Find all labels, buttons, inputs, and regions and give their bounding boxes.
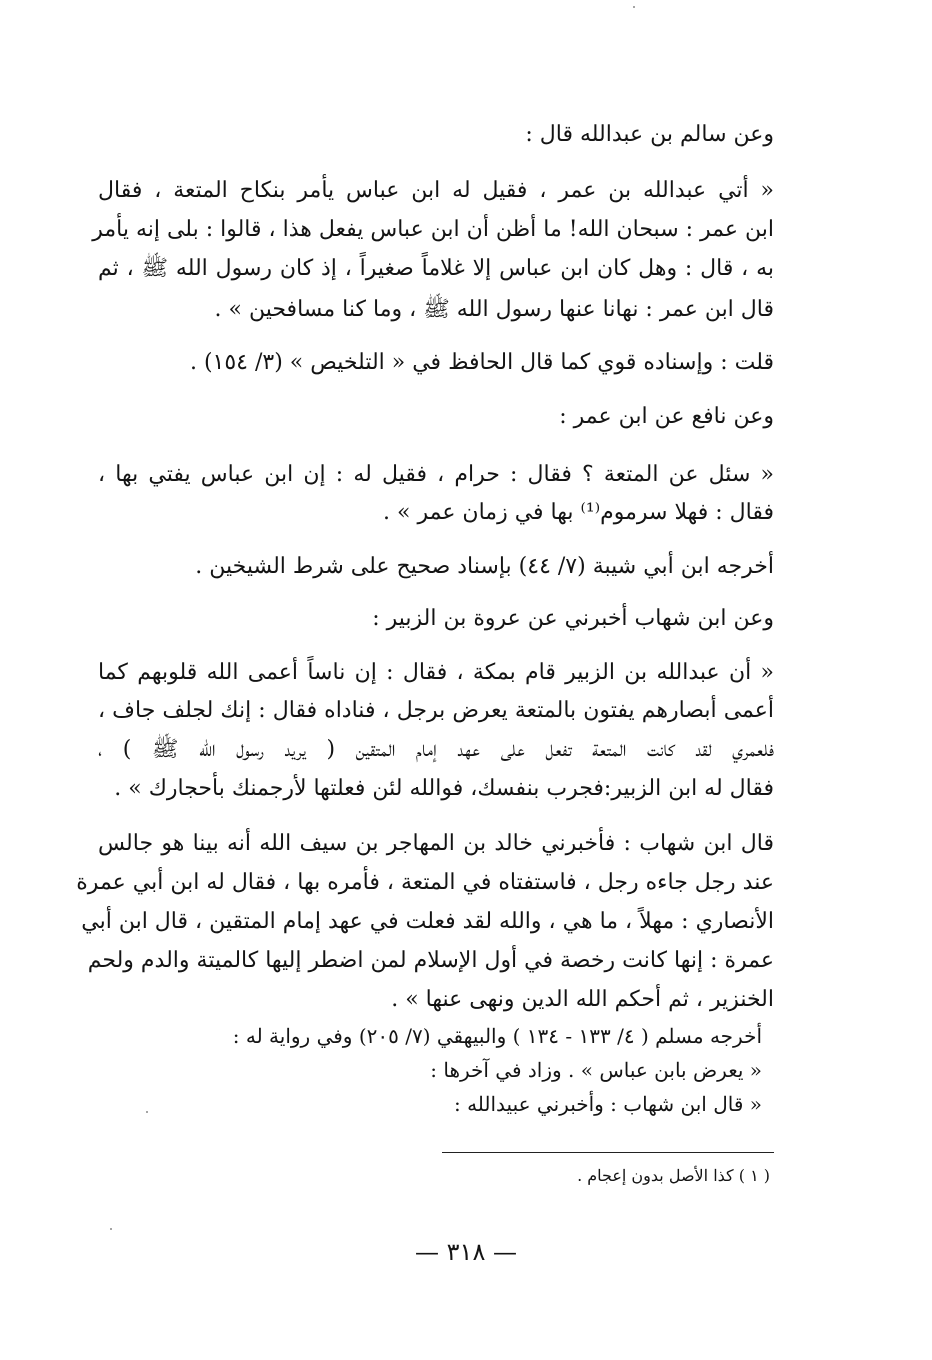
text-line: « أتي عبدالله بن عمر ، فقيل له ابن عباس يأمر بنكاح المتعة ، فقال — [98, 178, 774, 203]
text-line: ابن عمر : سبحان الله! ما أظن أن ابن عباس يفعل هذا ، قالوا : بلى إنه يأمر — [92, 217, 774, 242]
scan-speck — [146, 1111, 148, 1113]
text-line: قال ابن عمر : نهانا عنها رسول الله ﷺ ، وما كنا مسافحين » . — [214, 297, 774, 322]
text-line: « أن عبدالله بن الزبير قام بمكة ، فقال : إن ناساً أعمى الله قلوبهم كما — [98, 660, 774, 685]
text-line: « سئل عن المتعة ؟ فقال : حرام ، فقيل له : إن ابن عباس يفتي بها ، — [98, 462, 774, 487]
text-line: وعن ابن شهاب أخبرني عن عروة بن الزبير : — [372, 606, 774, 631]
text-line: وعن سالم بن عبدالله قال : — [525, 122, 774, 147]
scan-speck — [633, 6, 635, 8]
text-line: أخرجه ابن أبي شيبة (٧/ ٤٤) بإسناد صحيح على شرط الشيخين . — [195, 554, 774, 579]
text-line: وعن نافع عن ابن عمر : — [559, 404, 774, 429]
text-line: « يعرض بابن عباس » . وزاد في آخرها : — [430, 1058, 762, 1082]
text-line: فقال له ابن الزبير:فجرب بنفسك، فوالله لئن فعلتها لأرجمنك بأحجارك » . — [114, 776, 774, 801]
footnote-divider — [442, 1152, 774, 1153]
text-line: عمرة : إنها كانت رخصة في أول الإسلام لمن اضطر إليها كالميتة والدم ولحم — [87, 948, 774, 973]
text-line: قال ابن شهاب : فأخبرني خالد بن المهاجر بن سيف الله أنه بينا هو جالس — [98, 831, 774, 856]
text-line: به ، قال : وهل كان ابن عباس إلا غلاماً صغيراً ، إذ كان رسول الله ﷺ ، ثم — [98, 256, 774, 281]
text-line: فلعمري لقد كانت المتعة تفعل على عهد إمام المتقين ( يريد رسول الله ﷺ ) ، — [98, 737, 774, 762]
text-line: فقال : فهلا سرموم⁽¹⁾ بها في زمان عمر » . — [383, 500, 774, 525]
text-line: الخنزير ، ثم أحكم الله الدين ونهى عنها » . — [391, 987, 774, 1012]
text-line: أخرجه مسلم ( ٤/ ١٣٣ - ١٣٤ ) والبيهقي (٧/ ٢٠٥) وفي رواية له : — [232, 1024, 762, 1048]
text-line: عند رجل جاءه رجل ، فاستفتاه في المتعة ، فأمره بها ، فقال له ابن أبي عمرة — [76, 870, 774, 895]
text-line: قلت : وإسناده قوي كما قال الحافظ في « التلخيص » (٣/ ١٥٤) . — [189, 350, 774, 375]
text-line: الأنصاري : مهلاً ، ما هي ، والله لقد فعلت في عهد إمام المتقين ، قال ابن أبي — [81, 909, 774, 934]
text-line: « قال ابن شهاب : وأخبرني عبيدالله : — [453, 1092, 762, 1116]
scan-speck — [110, 1228, 112, 1230]
page-number: — ٣١٨ — — [415, 1238, 517, 1266]
footnote: ( ١ ) كذا الأصل بدون إعجام . — [577, 1166, 770, 1185]
text-line: أعمى أبصارهم يفتون بالمتعة يعرض برجل ، فناداه فقال : إنك لجلف جاف ، — [98, 698, 774, 723]
